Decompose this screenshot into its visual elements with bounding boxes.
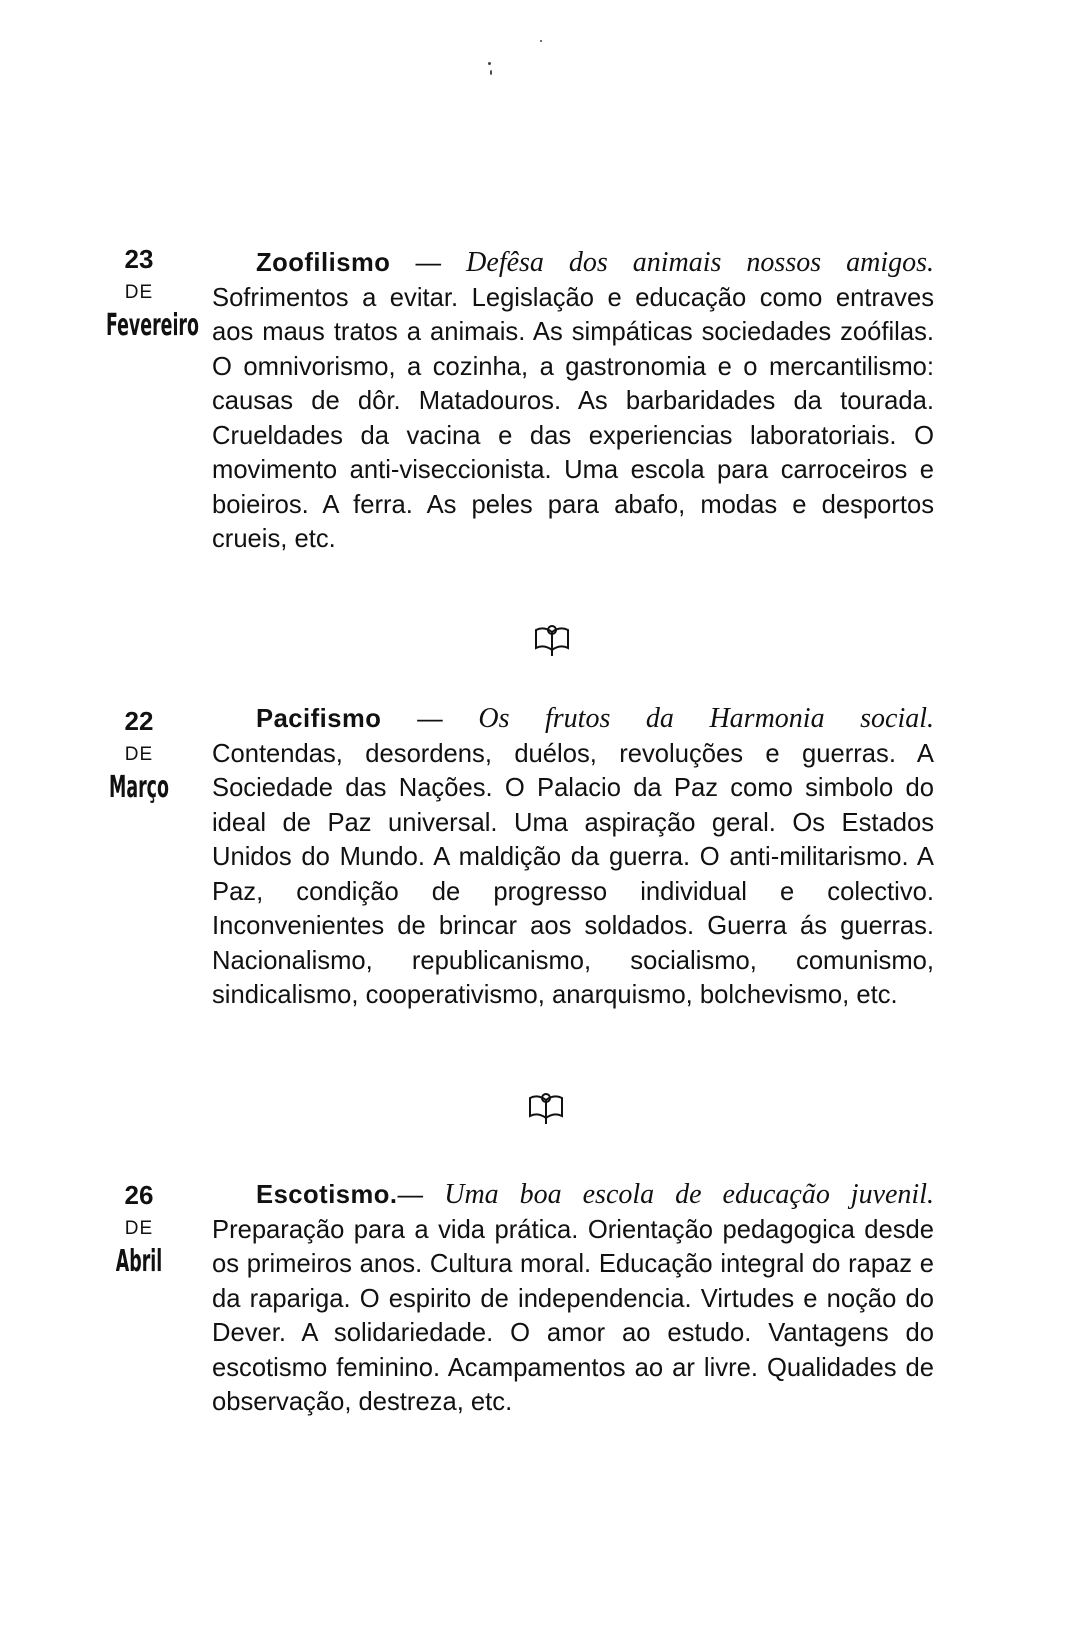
- print-speck: [490, 70, 492, 75]
- entry-text: [212, 1178, 934, 1420]
- heading-dash: —: [397, 1181, 445, 1209]
- print-speck: [488, 62, 491, 65]
- day-number: 22: [124, 706, 154, 736]
- day-number: 26: [124, 1180, 154, 1210]
- entry-heading: [212, 702, 934, 737]
- entry-body: Sofrimentos a evitar. Legislação e educação como entraves aos maus tratos a animais. As simpáticas sociedades zoófilas. O omnivorismo, a cozinha, a gastronomia e o mercantilismo: causas de dôr. Matadouros. As barbaridades da tourada. Crueldades da vacina e das experiencias laboratoriais. O movimento anti-viseccionista. Uma escola para carroceiros e boieiros. A ferra. As peles para abafo, modas e desportos crueis, etc.: [212, 283, 934, 553]
- date-preposition: DE: [124, 744, 154, 765]
- entry-body: Preparação para a vida prática. Orientação pedagogica desde os primeiros anos. Cultura moral. Educação integral do rapaz e da rapariga. O espirito de independencia. Virtudes e noção do Dever. A solidariedade. O amor ao estudo. Vantagens do escotismo feminino. Acampamentos ao ar livre. Qualidades de observação, destreza, etc.: [212, 1215, 934, 1416]
- date-column: [82, 706, 196, 806]
- date-column: [82, 244, 199, 344]
- date-column: [82, 1180, 196, 1280]
- topic-subtitle: Uma boa escola de educação juvenil.: [444, 1179, 934, 1210]
- month-name: Março: [109, 770, 169, 805]
- date-preposition: DE: [124, 1218, 154, 1239]
- entry-body: Contendas, desordens, duélos, revoluções e guerras. A Sociedade das Nações. O Palacio da Paz como simbolo do ideal de Paz universal. Uma aspiração geral. Os Estados Unidos do Mundo. A maldição da guerra. O anti-militarismo. A Paz, condição de progresso individual e colectivo. Inconvenientes de brincar aos soldados. Guerra ás guerras. Nacionalismo, republicanismo, socialismo, comunismo, sindicalismo, cooperativismo, anarquismo, bolchevismo, etc.: [212, 739, 934, 1009]
- print-speck: [540, 40, 542, 42]
- topic-title: Escotismo.: [256, 1181, 398, 1209]
- heading-dash: —: [381, 705, 479, 733]
- topic-subtitle: Os frutos da Harmonia social.: [478, 703, 934, 734]
- month-name: Abril: [115, 1244, 163, 1279]
- month-name: Fevereiro: [105, 308, 199, 343]
- entry-text: [212, 702, 934, 1013]
- book-flower-ornament-icon: [532, 622, 572, 658]
- entry-heading: [212, 246, 934, 281]
- entry-heading: [212, 1178, 934, 1213]
- topic-subtitle: Defêsa dos animais nossos amigos.: [466, 247, 934, 278]
- date-preposition: DE: [124, 282, 154, 303]
- topic-title: Pacifismo: [256, 705, 382, 733]
- topic-title: Zoofilismo: [256, 249, 391, 277]
- entry-text: [212, 246, 934, 557]
- day-number: 23: [124, 244, 154, 274]
- heading-dash: —: [390, 249, 467, 277]
- book-flower-ornament-icon: [526, 1090, 566, 1126]
